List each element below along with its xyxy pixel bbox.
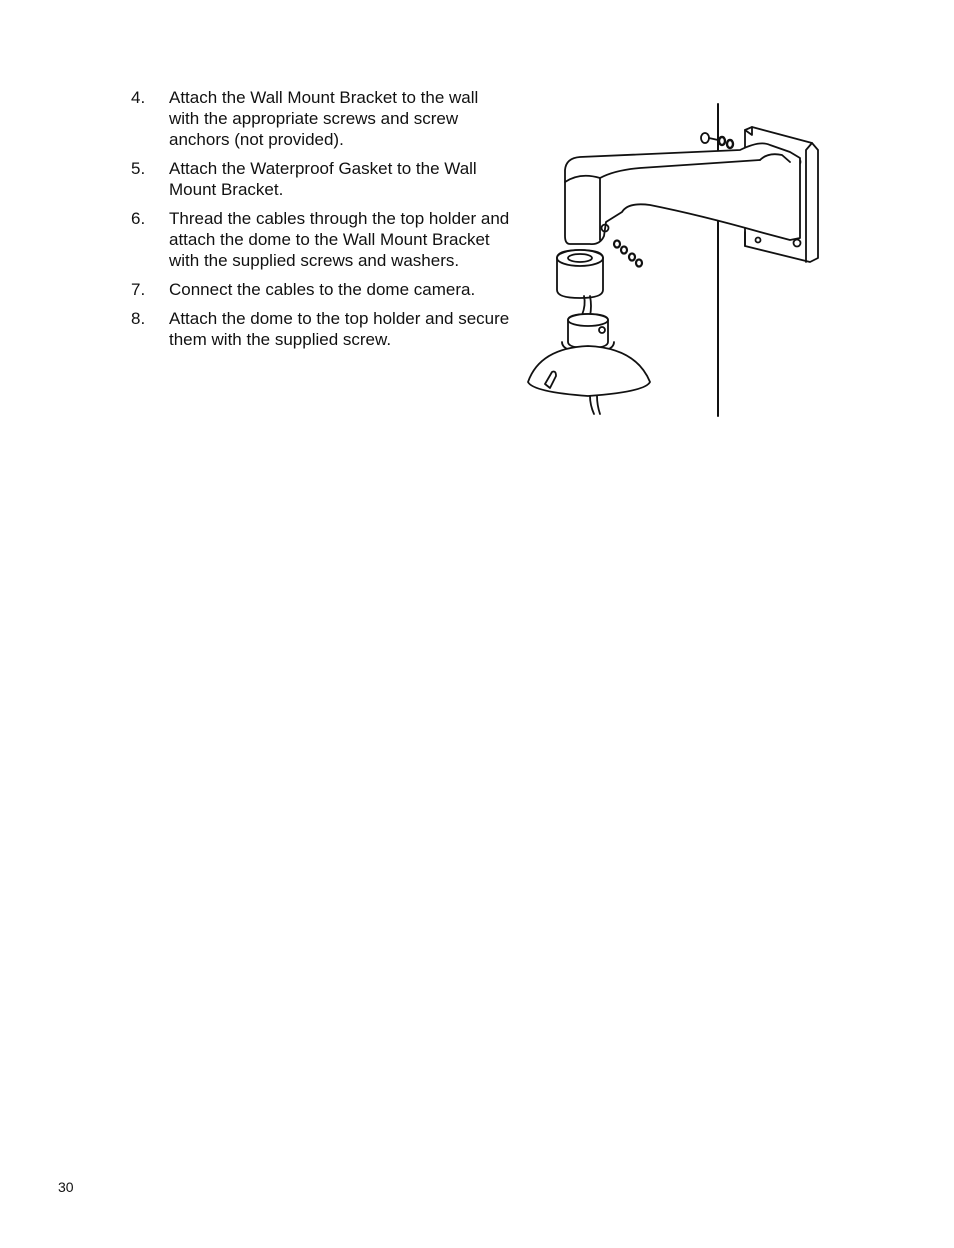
step-item <box>131 158 511 200</box>
step-text: Attach the Wall Mount Bracket to the wall with the appropriate screws and screw anchors (not provided). <box>169 88 479 149</box>
step-number: 6. <box>131 209 146 228</box>
step-item <box>131 279 511 300</box>
dome-camera <box>528 346 650 414</box>
cables <box>582 296 591 316</box>
step-number: 4. <box>131 88 146 107</box>
page-number: 30 <box>58 1179 74 1195</box>
gasket <box>557 250 603 298</box>
bracket-screws <box>614 241 642 267</box>
step-number: 5. <box>131 159 146 178</box>
step-number: 7. <box>131 280 146 299</box>
installation-steps <box>131 87 511 358</box>
step-item <box>131 208 511 271</box>
step-text: Connect the cables to the dome camera. <box>169 280 476 299</box>
step-text: Attach the dome to the top holder and secure them with the supplied screw. <box>169 309 510 349</box>
step-text: Attach the Waterproof Gasket to the Wall Mount Bracket. <box>169 159 477 199</box>
step-item <box>131 87 511 150</box>
step-text: Thread the cables through the top holder and attach the dome to the Wall Mount Bracket with the supplied screws and washers. <box>169 209 510 270</box>
wall-mount-illustration <box>520 100 830 420</box>
step-number: 8. <box>131 309 146 328</box>
step-item <box>131 308 511 350</box>
